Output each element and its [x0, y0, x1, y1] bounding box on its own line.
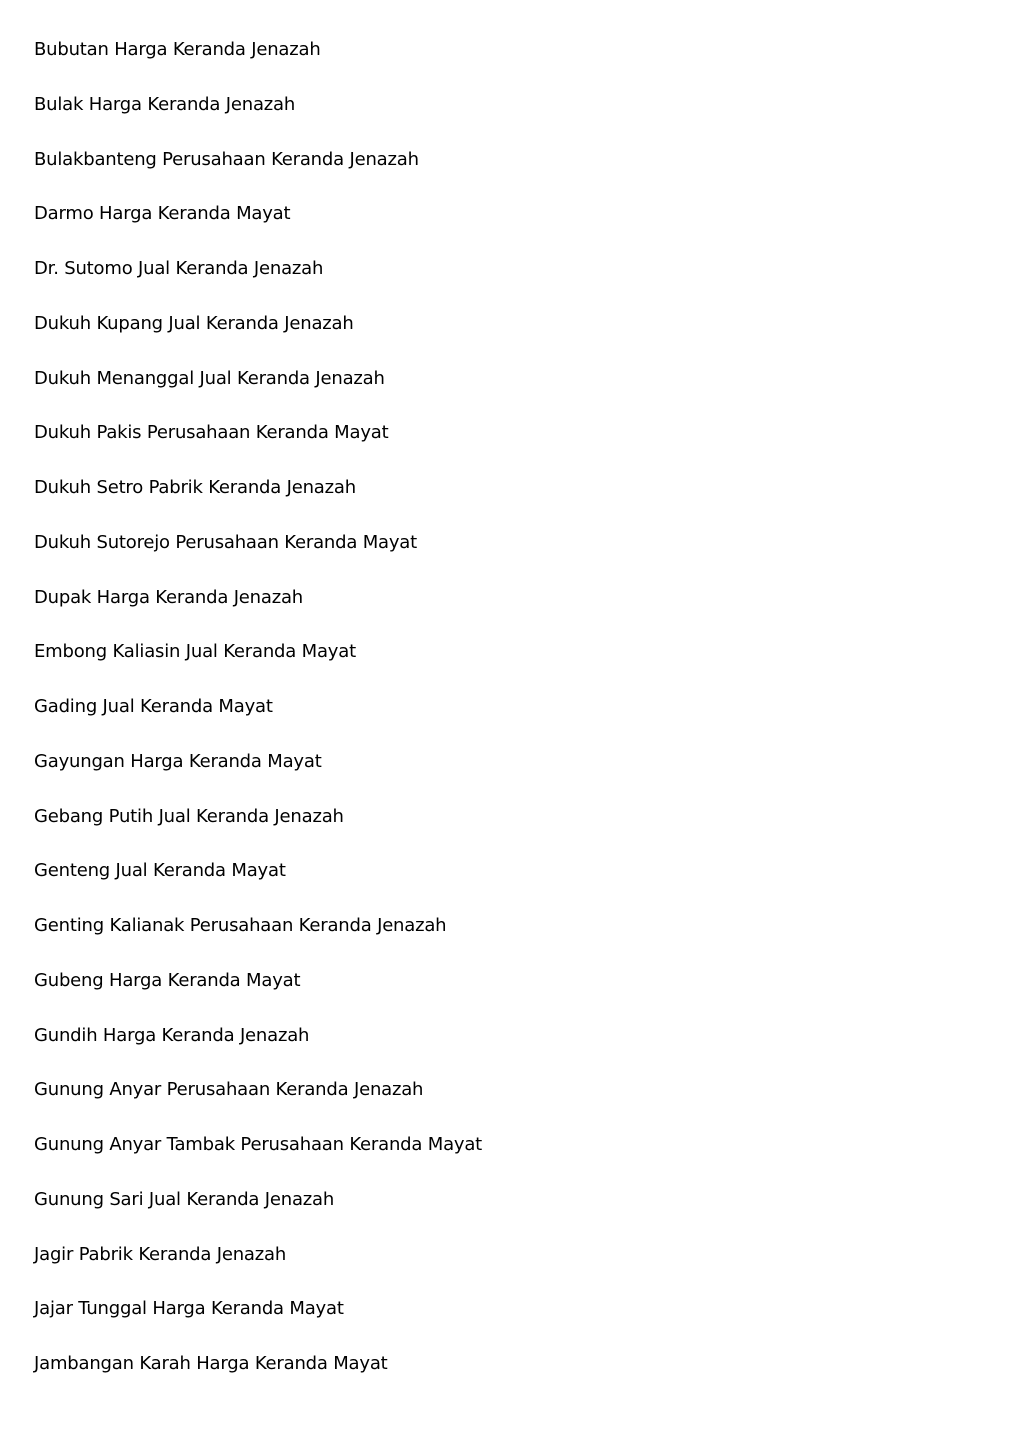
list-item: Gayungan Harga Keranda Mayat — [34, 750, 322, 772]
list-item: Jagir Pabrik Keranda Jenazah — [34, 1243, 287, 1265]
list-item: Gading Jual Keranda Mayat — [34, 696, 273, 717]
list-item: Jambangan Karah Harga Keranda Mayat — [34, 1353, 388, 1374]
list-item: Gunung Anyar Perusahaan Keranda Jenazah — [34, 1079, 424, 1101]
list-item: Jajar Tunggal Harga Keranda Mayat — [34, 1298, 344, 1320]
list-item: Gunung Anyar Tambak Perusahaan Keranda Mayat — [34, 1134, 483, 1155]
list-item: Embong Kaliasin Jual Keranda Mayat — [34, 641, 356, 663]
list-item: Dr. Sutomo Jual Keranda Jenazah — [34, 258, 324, 279]
list-item: Dukuh Sutorejo Perusahaan Keranda Mayat — [34, 531, 417, 553]
list-item: Bubutan Harga Keranda Jenazah — [34, 39, 321, 60]
list-item: Gundih Harga Keranda Jenazah — [34, 1024, 310, 1046]
list-item: Bulak Harga Keranda Jenazah — [34, 93, 296, 115]
list-item: Gubeng Harga Keranda Mayat — [34, 969, 301, 991]
list-item: Genting Kalianak Perusahaan Keranda Jenazah — [34, 915, 447, 936]
list-item: Dupak Harga Keranda Jenazah — [34, 586, 304, 608]
list-item: Dukuh Kupang Jual Keranda Jenazah — [34, 312, 354, 334]
list-item: Genteng Jual Keranda Mayat — [34, 860, 286, 882]
list-item: Gunung Sari Jual Keranda Jenazah — [34, 1188, 335, 1210]
list-item: Dukuh Pakis Perusahaan Keranda Mayat — [34, 422, 389, 444]
list-item: Gebang Putih Jual Keranda Jenazah — [34, 805, 344, 827]
list-item: Dukuh Setro Pabrik Keranda Jenazah — [34, 477, 356, 498]
document-list — [34, 36, 482, 1405]
list-item: Bulakbanteng Perusahaan Keranda Jenazah — [34, 148, 419, 170]
list-item: Darmo Harga Keranda Mayat — [34, 203, 291, 225]
list-item: Dukuh Menanggal Jual Keranda Jenazah — [34, 367, 385, 389]
